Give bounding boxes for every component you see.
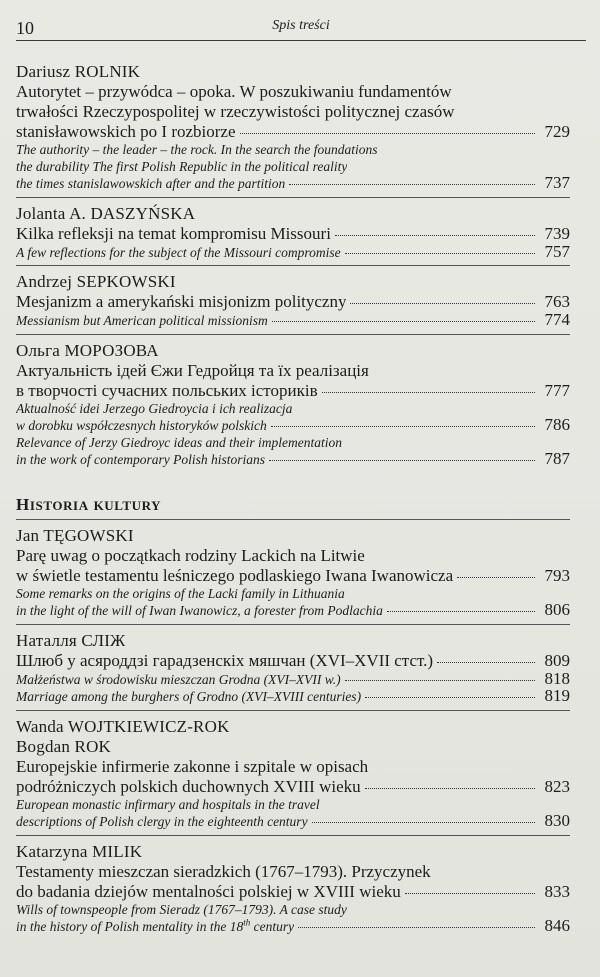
title-line (16, 882, 570, 902)
title-text (16, 672, 341, 689)
title-text-part: Małżeństwa w środowisku mieszczan Grodna (XVI–XVII w.) (16, 671, 341, 687)
page-ref: 739 (544, 223, 570, 243)
title-text-part: Wills of townspeople from Sieradz (1767–1793). A case study (16, 901, 347, 917)
superscript: th (243, 919, 251, 928)
title-line (16, 381, 570, 401)
page-ref: 819 (544, 686, 570, 705)
title-text-part: in the work of contemporary Polish historians (16, 452, 265, 467)
toc-entry (16, 341, 570, 473)
title-line (16, 546, 570, 566)
toc-part-1 (16, 62, 570, 473)
page-ref: 787 (544, 449, 570, 468)
dot-leader (289, 184, 535, 185)
page-ref: 806 (544, 600, 570, 619)
title-text-part: Aktualność idei Jerzego Giedroycia i ich realizacja (16, 400, 293, 416)
title-text-part: in the history of Polish mentality in the 18 (16, 919, 244, 934)
title-line (16, 566, 570, 586)
dot-leader (365, 788, 535, 789)
translated-title-line (16, 688, 570, 706)
translated-title-line (16, 918, 570, 936)
translated-title-line (16, 813, 570, 831)
dot-leader (350, 303, 535, 304)
title-text-part: the times stanislawowskich after and the partition (16, 176, 286, 191)
title-line (16, 292, 570, 312)
page-ref: 729 (544, 122, 570, 141)
author-name: Ольга МОРОЗОВА (16, 340, 159, 360)
dot-leader (387, 611, 535, 612)
page-ref: 777 (544, 380, 570, 400)
section-heading: HISTORIA KULTURY (16, 495, 570, 520)
running-title: Spis treści (272, 18, 330, 33)
title-text (16, 313, 268, 330)
title-line (16, 82, 570, 102)
title-line (16, 757, 570, 777)
dot-leader (312, 822, 535, 823)
title-text (16, 757, 368, 777)
title-text-part: w świetle testamentu leśniczego podlaskiego Iwana Iwanowicza (16, 565, 454, 585)
page-ref: 833 (544, 881, 570, 901)
dot-leader (240, 133, 535, 134)
dot-leader (345, 680, 535, 681)
dot-leader (269, 460, 535, 461)
dot-leader (298, 927, 535, 928)
title-text (16, 176, 285, 193)
translated-title-line (16, 668, 570, 689)
page-ref: 823 (544, 776, 570, 796)
author-name: Jolanta A. DASZYŃSKA (16, 203, 196, 223)
title-line (16, 862, 570, 882)
toc-entry (16, 631, 570, 711)
title-text (16, 401, 292, 418)
title-text (16, 122, 236, 142)
author-name: Bogdan ROK (16, 736, 112, 756)
dot-leader (345, 253, 535, 254)
page-ref: 809 (544, 650, 570, 670)
title-text-part: The authority – the leader – the rock. In the search the foundations (16, 142, 378, 157)
author-name: Katarzyna MILIK (16, 841, 143, 861)
title-text (16, 159, 347, 176)
dot-leader (272, 321, 535, 322)
title-line (16, 102, 570, 122)
title-text (16, 797, 320, 814)
translated-title-line (16, 142, 570, 159)
title-text (16, 777, 361, 797)
title-text (16, 882, 401, 902)
title-line (16, 122, 570, 142)
title-text-part: Relevance of Jerzy Giedroyc ideas and their implementation (16, 434, 343, 450)
title-text-part: stanisławowskich po I rozbiorze (16, 122, 236, 141)
title-text-part: Autorytet – przywódca – opoka. W poszukiwaniu fundamentów (16, 82, 452, 101)
toc-entry (16, 62, 570, 198)
title-text (16, 245, 341, 262)
title-text (16, 435, 342, 452)
title-text (16, 546, 365, 566)
page-ref: 786 (544, 415, 570, 434)
title-text-part: в творчості сучасних польських істориків (16, 380, 318, 400)
toc-entry (16, 842, 570, 940)
title-text-part: Europejskie infirmerie zakonne i szpitale w opisach (16, 756, 369, 776)
title-text-part: podróżniczych polskich duchownych XVIII wieku (16, 776, 361, 796)
title-text (16, 814, 308, 831)
title-text (16, 292, 346, 312)
title-text (16, 651, 433, 671)
translated-title-line (16, 159, 570, 176)
translated-title-line (16, 602, 570, 620)
page-ref: 846 (544, 916, 570, 935)
dot-leader (437, 662, 535, 663)
title-text (16, 82, 452, 102)
title-text-part: descriptions of Polish clergy in the eighteenth century (16, 814, 308, 829)
title-text (16, 566, 453, 586)
translated-title-line (16, 451, 570, 469)
title-text-part: A few reflections for the subject of the Missouri compromise (16, 244, 341, 260)
title-text (16, 381, 318, 401)
title-text-part: Marriage among the burghers of Grodno (XVI–XVIII centuries) (16, 689, 362, 704)
translated-title-line (16, 797, 570, 814)
title-text-part: w dorobku współczesnych historyków polskich (16, 418, 267, 433)
title-text-part: Шлюб у асяроддзі гарадзенскіх мяшчан (XVI–XVII стст.) (16, 650, 434, 670)
dot-leader (271, 426, 535, 427)
page-ref: 818 (544, 668, 570, 688)
toc-entry (16, 204, 570, 267)
translated-title-line (16, 586, 570, 603)
author-name: Наталля СЛІЖ (16, 630, 126, 650)
title-text-part: Актуальність ідей Єжи Гедройця та їх реалізація (16, 360, 369, 380)
title-text (16, 102, 455, 122)
page-number: 10 (16, 18, 34, 38)
title-text-part: Messianism but American political missionism (16, 313, 268, 328)
author-name: Andrzej SEPKOWSKI (16, 272, 176, 291)
toc-part-2 (16, 526, 570, 940)
title-text (16, 919, 294, 936)
title-text-part: trwałości Rzeczypospolitej w rzeczywistości politycznej czasów (16, 102, 455, 121)
translated-title-line (16, 241, 570, 262)
title-text (16, 224, 331, 244)
title-text (16, 902, 347, 919)
title-text-part: the durability The first Polish Republic in the political reality (16, 158, 348, 174)
title-line (16, 777, 570, 797)
table-of-contents (16, 62, 570, 946)
page-ref: 830 (544, 811, 570, 830)
title-text-part: Mesjanizm a amerykański misjonizm polityczny (16, 292, 347, 311)
translated-title-line (16, 435, 570, 452)
title-line (16, 361, 570, 381)
dot-leader (405, 893, 535, 894)
title-text-part: Parę uwag o początkach rodziny Lackich na Litwie (16, 545, 365, 565)
title-text (16, 142, 378, 159)
title-text (16, 361, 369, 381)
dot-leader (365, 697, 535, 698)
title-text (16, 586, 345, 603)
translated-title-line (16, 175, 570, 193)
title-line (16, 651, 570, 671)
title-text-part: Some remarks on the origins of the Lacki family in Lithuania (16, 585, 345, 601)
page-ref: 763 (544, 292, 570, 311)
page-header (16, 18, 586, 41)
toc-entry (16, 272, 570, 335)
title-text-part: in the light of the will of Iwan Iwanowicz, a forester from Podlachia (16, 603, 383, 618)
title-text (16, 452, 265, 469)
page-ref: 737 (544, 173, 570, 192)
translated-title-line (16, 401, 570, 418)
title-line (16, 224, 570, 244)
title-text-part: Testamenty mieszczan sieradzkich (1767–1793). Przyczynek (16, 861, 431, 881)
title-text (16, 603, 383, 620)
translated-title-line (16, 312, 570, 330)
title-text-part: European monastic infirmary and hospitals in the travel (16, 796, 320, 812)
toc-entry (16, 717, 570, 836)
dot-leader (335, 235, 535, 236)
author-name: Wanda WOJTKIEWICZ-ROK (16, 716, 230, 736)
page-ref: 774 (544, 310, 570, 329)
author-name: Jan TĘGOWSKI (16, 525, 134, 545)
page-ref: 793 (544, 565, 570, 585)
title-text (16, 418, 267, 435)
dot-leader (457, 577, 535, 578)
page-ref: 757 (544, 241, 570, 261)
toc-entry (16, 526, 570, 625)
dot-leader (322, 392, 535, 393)
translated-title-line (16, 902, 570, 919)
translated-title-line (16, 417, 570, 435)
author-name: Dariusz ROLNIK (16, 62, 141, 81)
title-text-part: do badania dziejów mentalności polskiej w XVIII wieku (16, 881, 401, 901)
title-text (16, 689, 361, 706)
title-text (16, 862, 431, 882)
title-text-part: Kilka refleksji na temat kompromisu Missouri (16, 223, 331, 243)
title-text-part: century (250, 919, 295, 934)
